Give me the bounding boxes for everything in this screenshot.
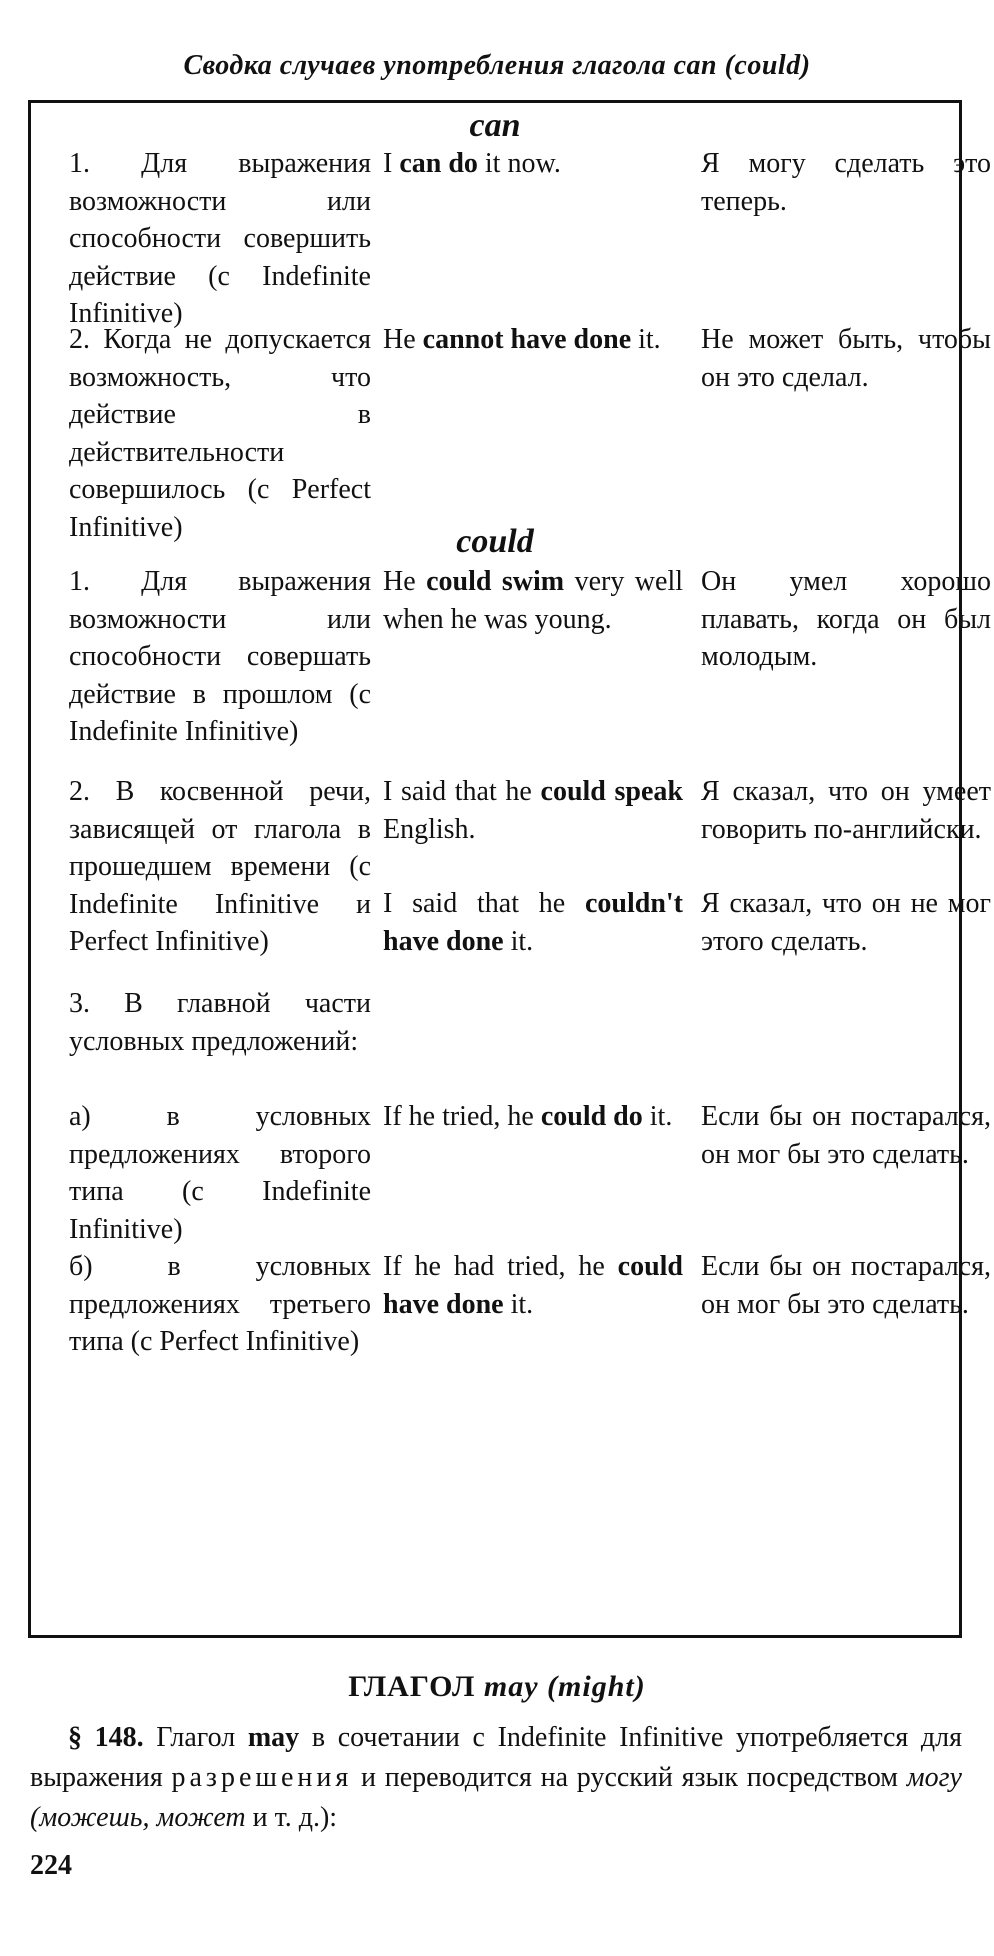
could-row-1-translation: Он умел хорошо плавать, когда он был молодым. <box>701 566 991 672</box>
could-row-2-usage: 2. В косвенной речи, зависящей от глагола в прошедшем времени (с Indefinite Infinitive и Perfect Infinitive) <box>69 776 371 957</box>
can-row-1-usage: 1. Для выражения возможности или способности совершить действие (с Indefinite Infinitive) <box>69 148 371 329</box>
can-row-1-translation: Я могу сделать это теперь. <box>701 148 991 217</box>
page-header: Сводка случаев употребления глагола can (could) <box>183 50 811 81</box>
could-row-3a-translation: Если бы он постарался, он мог бы это сделать. <box>701 1101 991 1170</box>
could-row-3b-example: If he had tried, he could have done it. <box>383 1251 683 1320</box>
could-row-2-example-2: I said that he couldn't have done it. <box>383 888 683 957</box>
could-row-2-translation-1: Я сказал, что он умеет говорить по-английски. <box>701 776 991 845</box>
could-row-2-example-1: I said that he could speak English. <box>383 776 684 845</box>
could-row-3-usage: 3. В главной части условных предложений: <box>69 988 371 1057</box>
could-row-1-example: He could swim very well when he was young. <box>383 566 683 635</box>
could-row-3b-usage: б) в условных предложениях третьего типа (с Perfect Infinitive) <box>69 1251 371 1357</box>
could-row-3a-example: If he tried, he could do it. <box>383 1101 673 1132</box>
can-row-2-usage: 2. Когда не допускается возможность, что действие в действительности совершилось (с Perfect Infinitive) <box>69 324 371 543</box>
section-title-could: could <box>456 523 534 560</box>
summary-table <box>28 100 991 1638</box>
can-row-2-example: He cannot have done it. <box>383 324 661 355</box>
could-row-1-usage: 1. Для выражения возможности или способности совершать действие в прошлом (с Indefinite Infinitive) <box>69 566 371 747</box>
could-row-3a-usage: а) в условных предложениях второго типа (с Indefinite Infinitive) <box>69 1101 371 1245</box>
can-row-2-translation: Не может быть, чтобы он это сделал. <box>701 324 991 393</box>
chapter-title: ГЛАГОЛ may (might) <box>348 1670 646 1703</box>
could-row-2-translation-2: Я сказал, что он не мог этого сделать. <box>701 888 991 957</box>
page-number: 224 <box>30 1850 72 1881</box>
paragraph-148: § 148. Глагол may в сочетании с Indefinite Infinitive употребляется для выражения разрешения и переводится на русский язык посредством могу (можешь, может и т. д.): <box>30 1722 963 1833</box>
section-title-can: can <box>469 107 521 144</box>
can-row-1-example: I can do it now. <box>383 148 561 179</box>
could-row-3b-translation: Если бы он постарался, он мог бы это сделать. <box>701 1251 991 1320</box>
